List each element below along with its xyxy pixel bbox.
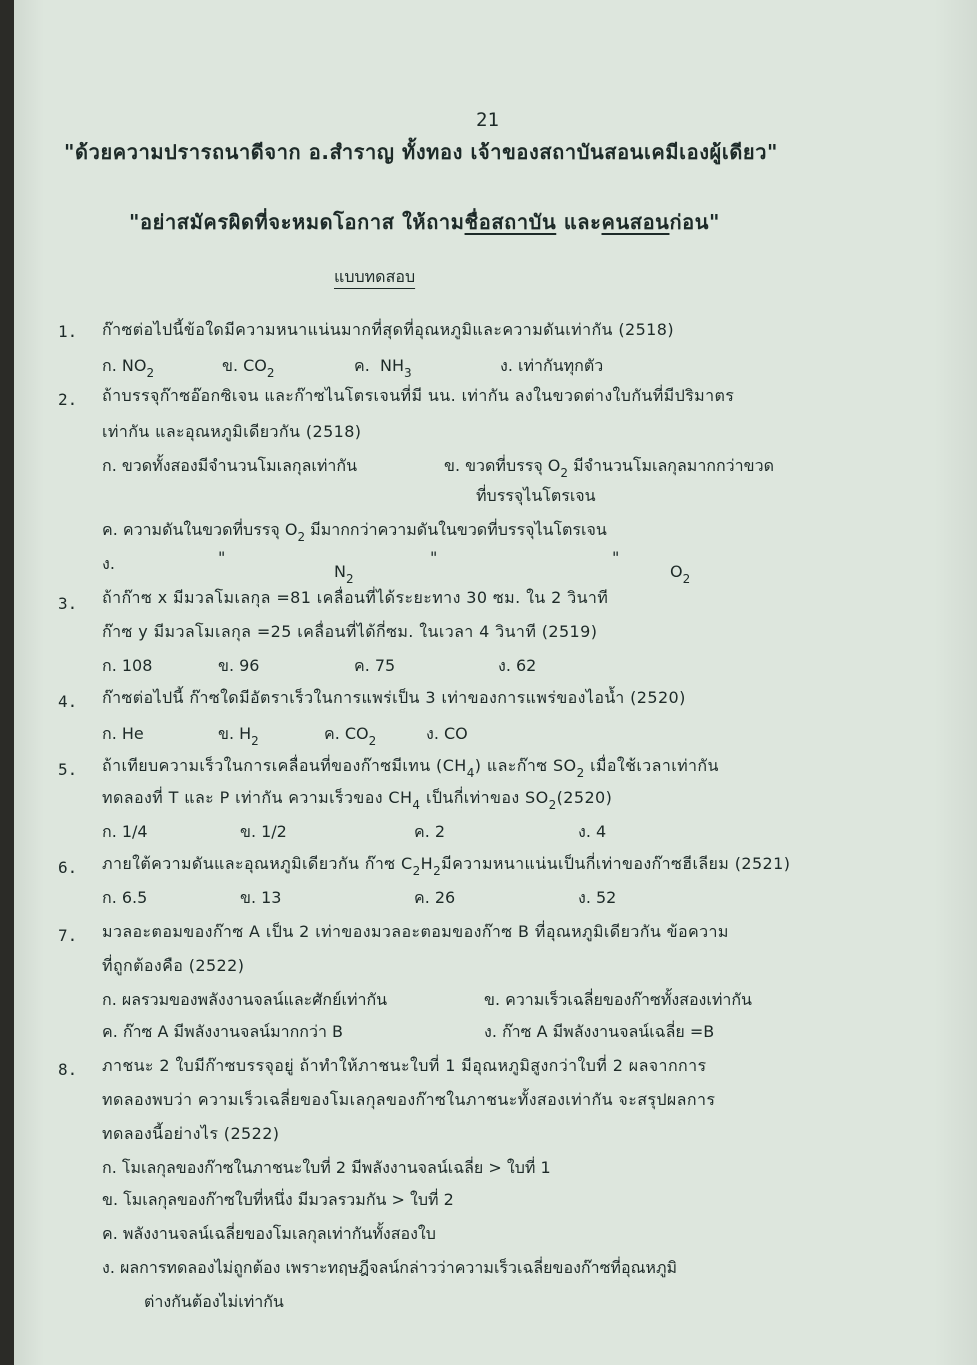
- header-line-2-part-c: และ: [556, 210, 602, 234]
- q8-choice-c: ค. พลังงานจลน์เฉลี่ยของโมเลกุลเท่ากันทั้งสองใบ: [102, 1224, 436, 1243]
- subscript: 2: [412, 864, 421, 878]
- q1-choice-c: [354, 356, 412, 383]
- subscript: 2: [251, 734, 259, 748]
- q6-line-1: [102, 854, 790, 881]
- q4-choice-a: ก. He: [102, 724, 144, 743]
- q2-choice-b-cont: ที่บรรจุไนโตรเจน: [476, 486, 596, 505]
- q7-line-2: ที่ถูกต้องคือ (2522): [102, 956, 245, 975]
- q4-line-1: ก๊าซต่อไปนี้ ก๊าซใดมีอัตราเร็วในการแพร่เป็น 3 เท่าของการแพร่ของไอน้ำ (2520): [102, 688, 686, 707]
- q8-line-3: ทดลองนี้อย่างไร (2522): [102, 1124, 280, 1143]
- q4-choice-d: ง. CO: [426, 724, 468, 743]
- subscript: 2: [297, 530, 306, 544]
- formula: NH: [379, 356, 404, 375]
- q7-choice-d: ง. ก๊าซ A มีพลังงานจลน์เฉลี่ย =B: [484, 1022, 715, 1041]
- q2-choice-a: ก. ขวดทั้งสองมีจำนวนโมเลกุลเท่ากัน: [102, 456, 358, 475]
- q2-line-1: ถ้าบรรจุก๊าซอ๊อกซิเจน และก๊าซไนโตรเจนที่มี นน. เท่ากัน ลงในขวดต่างใบกันที่มีปริมาตร: [102, 386, 735, 405]
- q7-choice-c: ค. ก๊าซ A มีพลังงานจลน์มากกว่า B: [102, 1022, 344, 1041]
- q1-choice-a: [102, 356, 154, 383]
- subscript: 2: [560, 466, 569, 480]
- text: ภายใต้ความดันและอุณหภูมิเดียวกัน ก๊าซ C: [102, 854, 413, 873]
- q1-choice-d: ง. เท่ากันทุกตัว: [500, 356, 604, 375]
- q1-text: ก๊าซต่อไปนี้ข้อใดมีความหนาแน่นมากที่สุดที่อุณหภูมิและความดันเท่ากัน (2518): [102, 320, 674, 339]
- section-title: แบบทดสอบ: [334, 267, 416, 286]
- q2-choice-d-o2: [670, 562, 690, 589]
- q8-choice-b: ข. โมเลกุลของก๊าซใบที่หนึ่ง มีมวลรวมกัน > ใบที่ 2: [102, 1190, 454, 1209]
- text: (2520): [556, 788, 613, 807]
- text: ถ้าเทียบความเร็วในการเคลื่อนที่ของก๊าซมีเทน (CH: [102, 756, 467, 775]
- text: ทดลองที่ T และ P เท่ากัน ความเร็วของ CH: [102, 788, 413, 807]
- q8-choice-d: ง. ผลการทดลองไม่ถูกต้อง เพราะทฤษฎีจลน์กล่าวว่าความเร็วเฉลี่ยของก๊าซที่อุณหภูมิ: [102, 1258, 678, 1277]
- q7-choice-a: ก. ผลรวมของพลังงานจลน์และศักย์เท่ากัน: [102, 990, 388, 1009]
- page-number: 21: [476, 109, 499, 131]
- q5-line-2: [102, 788, 612, 815]
- text: ค. ความดันในขวดที่บรรจุ O: [102, 520, 298, 539]
- q2-choice-c: [102, 520, 607, 547]
- q3-choice-d: ง. 62: [498, 656, 537, 675]
- subscript: 2: [368, 734, 377, 748]
- subscript: 2: [345, 572, 354, 586]
- q8-line-1: ภาชนะ 2 ใบมีก๊าซบรรจุอยู่ ถ้าทำให้ภาชนะใบที่ 1 มีอุณหภูมิสูงกว่าใบที่ 2 ผลจากการ: [102, 1056, 707, 1075]
- header-line-2: [129, 212, 720, 232]
- q8-line-2: ทดลองพบว่า ความเร็วเฉลี่ยของโมเลกุลของก๊าซในภาชนะทั้งสองเท่ากัน จะสรุปผลการ: [102, 1090, 716, 1109]
- q5-line-1: [102, 756, 719, 783]
- q6-number: 6.: [58, 858, 78, 877]
- formula: NO: [121, 356, 147, 375]
- q2-line-2: เท่ากัน และอุณหภูมิเดียวกัน (2518): [102, 422, 362, 441]
- q3-choice-b: ข. 96: [218, 656, 260, 675]
- q6-choice-a: ก. 6.5: [102, 888, 148, 907]
- q8-choice-d-cont: ต่างกันต้องไม่เท่ากัน: [144, 1292, 284, 1311]
- text: มีจำนวนโมเลกุลมากกว่าขวด: [568, 456, 774, 475]
- q4-choice-b: [218, 724, 259, 751]
- subscript: 3: [403, 366, 412, 380]
- q7-number: 7.: [58, 926, 78, 945]
- q4-number: 4.: [58, 692, 78, 711]
- q5-choice-b: ข. 1/2: [240, 822, 287, 841]
- ditto-mark: ": [218, 548, 226, 567]
- subscript: 2: [548, 798, 557, 812]
- subscript: 4: [466, 766, 475, 780]
- q3-number: 3.: [58, 594, 78, 613]
- q6-choice-c: ค. 26: [414, 888, 456, 907]
- formula: CO: [243, 356, 267, 375]
- formula: N: [334, 562, 346, 581]
- q1-number: 1.: [58, 322, 78, 341]
- text: ข. ขวดที่บรรจุ O: [444, 456, 561, 475]
- ditto-mark: ": [612, 548, 620, 567]
- q7-line-1: มวลอะตอมของก๊าซ A เป็น 2 เท่าของมวลอะตอมของก๊าซ B ที่อุณหภูมิเดียวกัน ข้อความ: [102, 922, 729, 941]
- formula: O: [670, 562, 683, 581]
- header-line-1: "ด้วยความปรารถนาดีจาก อ.สำราญ ทั้งทอง เจ้าของสถาบันสอนเคมีเองผู้เดียว": [64, 140, 779, 164]
- choice-label: ค.: [354, 356, 370, 375]
- q1-choice-b: [222, 356, 275, 383]
- q6-choice-d: ง. 52: [578, 888, 617, 907]
- q3-line-1: ถ้าก๊าซ x มีมวลโมเลกุล =81 เคลื่อนที่ได้ระยะทาง 30 ซม. ใน 2 วินาที: [102, 588, 609, 607]
- institute-name-underlined: ชื่อสถาบัน: [464, 210, 557, 234]
- q8-choice-a: ก. โมเลกุลของก๊าซในภาชนะใบที่ 2 มีพลังงานจลน์เฉลี่ย > ใบที่ 1: [102, 1158, 551, 1177]
- header-line-2-part-a: "อย่าสมัครผิดที่จะหมดโอกาส ให้ถาม: [129, 210, 465, 234]
- text: เป็นกี่เท่าของ SO: [420, 788, 549, 807]
- ditto-mark: ": [430, 548, 438, 567]
- q2-number: 2.: [58, 390, 78, 409]
- text: เมื่อใช้เวลาเท่ากัน: [584, 756, 719, 775]
- q2-choice-d-label: ง.: [102, 554, 115, 573]
- subscript: 2: [682, 572, 691, 586]
- text: มีมากกว่าความดันในขวดที่บรรจุไนโตรเจน: [305, 520, 607, 539]
- q5-number: 5.: [58, 760, 78, 779]
- q7-choice-b: ข. ความเร็วเฉลี่ยของก๊าซทั้งสองเท่ากัน: [484, 990, 752, 1009]
- q3-line-2: ก๊าซ y มีมวลโมเลกุล =25 เคลื่อนที่ได้กี่ซม. ในเวลา 4 วินาที (2519): [102, 622, 598, 641]
- subscript: 2: [266, 366, 275, 380]
- q2-choice-b: [444, 456, 774, 483]
- q3-choice-c: ค. 75: [354, 656, 396, 675]
- q6-choice-b: ข. 13: [240, 888, 282, 907]
- q5-choice-a: ก. 1/4: [102, 822, 148, 841]
- subscript: 2: [433, 864, 442, 878]
- q5-choice-d: ง. 4: [578, 822, 607, 841]
- text: ) และก๊าซ SO: [474, 756, 577, 775]
- formula: ค. CO: [324, 724, 369, 743]
- subscript: 2: [576, 766, 585, 780]
- text: H: [420, 854, 434, 873]
- subscript: 2: [146, 366, 155, 380]
- teacher-underlined: คนสอน: [601, 210, 670, 234]
- q2-choice-d-n2: [334, 562, 354, 589]
- choice-label: ข.: [222, 356, 239, 375]
- text: มีความหนาแน่นเป็นกี่เท่าของก๊าซฮีเลียม (2521): [441, 854, 791, 873]
- q5-choice-c: ค. 2: [414, 822, 446, 841]
- choice-label: ก.: [102, 356, 117, 375]
- header-line-2-part-e: ก่อน": [669, 210, 721, 234]
- q4-choice-c: [324, 724, 376, 751]
- subscript: 4: [412, 798, 421, 812]
- q8-number: 8.: [58, 1060, 78, 1079]
- q3-choice-a: ก. 108: [102, 656, 153, 675]
- formula: ข. H: [218, 724, 252, 743]
- document-page: [14, 0, 977, 1365]
